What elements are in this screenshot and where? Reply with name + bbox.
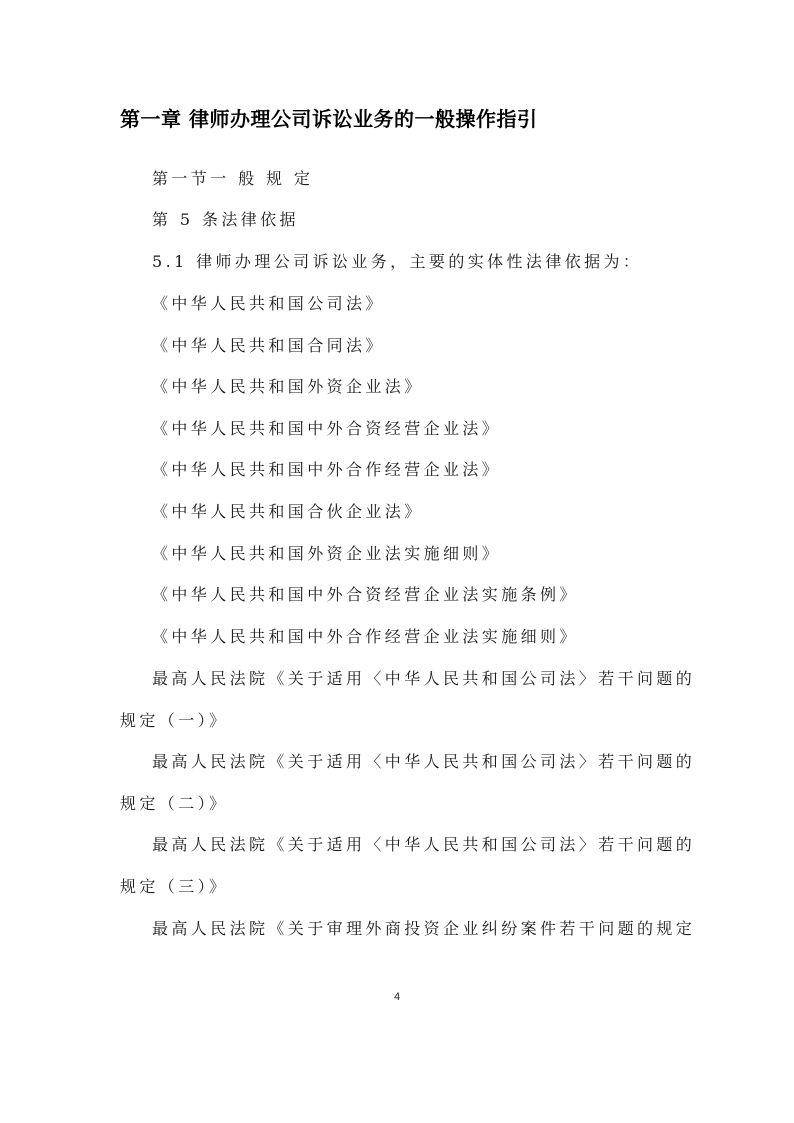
interpretation-2-line-2: 规定（二）》 <box>120 794 229 813</box>
law-item-foreign-enterprise-rules: 《中华人民共和国外资企业法实施细则》 <box>152 544 502 563</box>
law-item-foreign-enterprise-law: 《中华人民共和国外资企业法》 <box>152 377 424 396</box>
interpretation-1-line-2: 规定（一）》 <box>120 711 229 730</box>
section-heading: 第一节一 般 规 定 <box>152 169 314 188</box>
law-item-company-law: 《中华人民共和国公司法》 <box>152 294 385 313</box>
law-item-equity-jv-law: 《中华人民共和国中外合资经营企业法》 <box>152 419 502 438</box>
chapter-title: 第一章 律师办理公司诉讼业务的一般操作指引 <box>120 107 538 131</box>
interpretation-3-line-1: 最高人民法院《关于适用〈中华人民共和国公司法〉若干问题的 <box>152 835 696 854</box>
interpretation-3-line-2: 规定（三）》 <box>120 877 229 896</box>
last-line: 最高人民法院《关于审理外商投资企业纠纷案件若干问题的规定 <box>152 919 696 938</box>
law-item-contractual-jv-rules: 《中华人民共和国中外合作经营企业法实施细则》 <box>152 627 579 646</box>
law-item-contractual-jv-law: 《中华人民共和国中外合作经营企业法》 <box>152 460 502 479</box>
law-item-contract-law: 《中华人民共和国合同法》 <box>152 336 385 355</box>
law-item-partnership-law: 《中华人民共和国合伙企业法》 <box>152 502 424 521</box>
law-item-equity-jv-regulations: 《中华人民共和国中外合资经营企业法实施条例》 <box>152 585 579 604</box>
intro-line: 5.1 律师办理公司诉讼业务，主要的实体性法律依据为： <box>152 252 643 271</box>
interpretation-1-line-1: 最高人民法院《关于适用〈中华人民共和国公司法〉若干问题的 <box>152 669 696 688</box>
page-number: 4 <box>393 991 401 1003</box>
interpretation-2-line-1: 最高人民法院《关于适用〈中华人民共和国公司法〉若干问题的 <box>152 752 696 771</box>
article-heading: 第 5 条法律依据 <box>152 210 299 229</box>
